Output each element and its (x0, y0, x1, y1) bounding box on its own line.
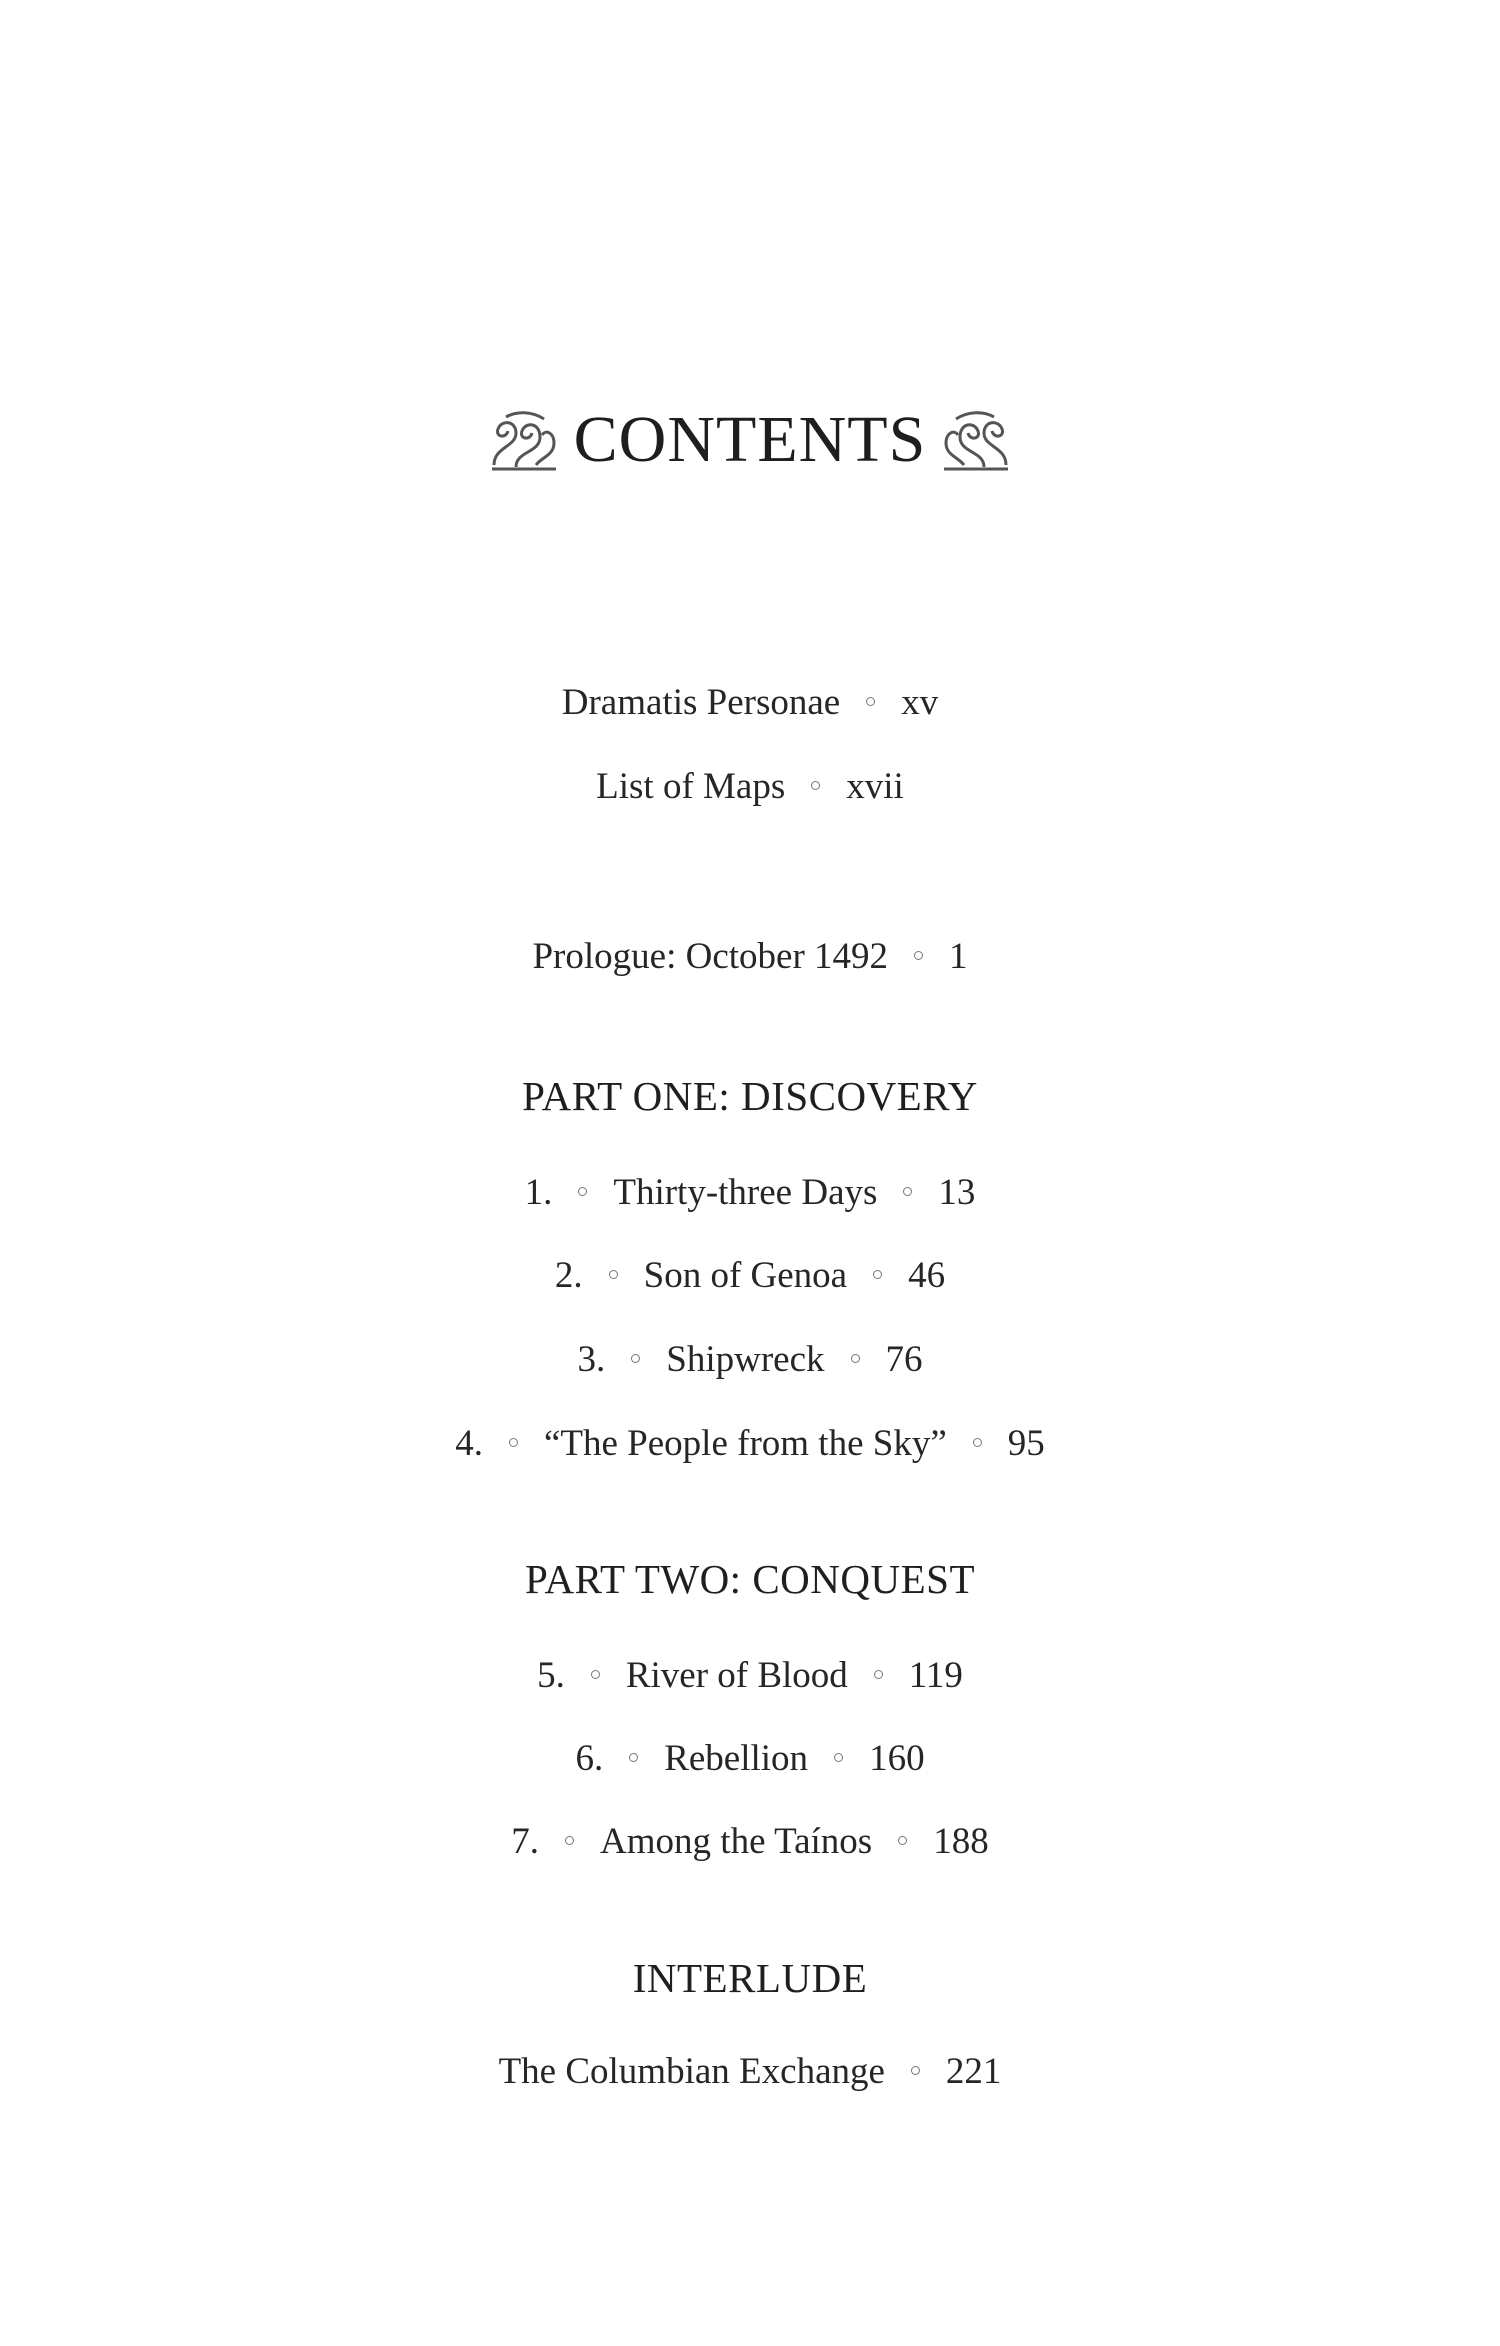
toc-entry[interactable] (0, 2053, 1500, 2090)
toc-entry-prologue[interactable] (0, 938, 1500, 975)
page-title (0, 398, 1500, 482)
chapter-entry[interactable] (0, 1425, 1500, 1462)
interlude-heading: INTERLUDE (632, 1955, 868, 2001)
chapter-title: River of Blood (625, 1655, 848, 1696)
separator-dot-icon (851, 1354, 860, 1363)
separator-dot-icon (911, 2066, 920, 2075)
chapter-number: 2. (554, 1255, 583, 1296)
toc-entry[interactable] (0, 768, 1500, 805)
entry-page: xvii (846, 766, 904, 807)
separator-dot-icon (834, 1753, 843, 1762)
chapter-number: 3. (577, 1339, 606, 1380)
entry-page: 1 (949, 936, 968, 977)
chapter-number: 6. (575, 1738, 604, 1779)
separator-dot-icon (565, 1836, 574, 1845)
part-heading: PART TWO: CONQUEST (524, 1556, 975, 1602)
entry-label: The Columbian Exchange (498, 2051, 885, 2092)
chapter-title: Rebellion (664, 1738, 809, 1779)
scroll-ornament-icon (486, 407, 560, 473)
chapter-page: 46 (908, 1255, 946, 1296)
chapter-title: Son of Genoa (643, 1255, 848, 1296)
chapter-entry[interactable] (0, 1740, 1500, 1777)
chapter-title: Among the Taínos (600, 1821, 873, 1862)
chapter-entry[interactable] (0, 1823, 1500, 1860)
separator-dot-icon (629, 1753, 638, 1762)
chapter-page: 160 (869, 1738, 925, 1779)
chapter-number: 4. (455, 1423, 483, 1464)
separator-dot-icon (898, 1836, 907, 1845)
toc-entry[interactable] (0, 684, 1500, 721)
part-heading: PART ONE: DISCOVERY (522, 1073, 978, 1119)
chapter-title: “The People from the Sky” (543, 1423, 947, 1464)
separator-dot-icon (509, 1438, 518, 1447)
separator-dot-icon (903, 1187, 912, 1196)
chapter-title: Thirty-three Days (613, 1172, 878, 1213)
entry-label: List of Maps (596, 766, 786, 807)
separator-dot-icon (631, 1354, 640, 1363)
chapter-entry[interactable] (0, 1257, 1500, 1294)
contents-title: CONTENTS (573, 403, 927, 476)
entry-page: 221 (945, 2051, 1002, 2092)
chapter-number: 5. (537, 1655, 565, 1696)
separator-dot-icon (609, 1270, 618, 1279)
chapter-number: 7. (511, 1821, 540, 1862)
chapter-page: 13 (938, 1172, 976, 1213)
chapter-page: 188 (933, 1821, 989, 1862)
separator-dot-icon (873, 1270, 882, 1279)
chapter-title: Shipwreck (666, 1339, 825, 1380)
chapter-entry[interactable] (0, 1341, 1500, 1378)
chapter-entry[interactable] (0, 1174, 1500, 1211)
entry-page: xv (901, 682, 939, 723)
chapter-number: 1. (524, 1172, 553, 1213)
separator-dot-icon (866, 697, 875, 706)
separator-dot-icon (578, 1187, 587, 1196)
separator-dot-icon (811, 781, 820, 790)
chapter-page: 119 (908, 1655, 963, 1696)
separator-dot-icon (591, 1670, 600, 1679)
chapter-entry[interactable] (0, 1657, 1500, 1694)
separator-dot-icon (914, 951, 923, 960)
chapter-page: 76 (885, 1339, 923, 1380)
scroll-ornament-icon (940, 407, 1014, 473)
chapter-page: 95 (1007, 1423, 1045, 1464)
entry-label: Dramatis Personae (561, 682, 841, 723)
separator-dot-icon (874, 1670, 883, 1679)
separator-dot-icon (973, 1438, 982, 1447)
entry-label: Prologue: October 1492 (532, 936, 889, 977)
